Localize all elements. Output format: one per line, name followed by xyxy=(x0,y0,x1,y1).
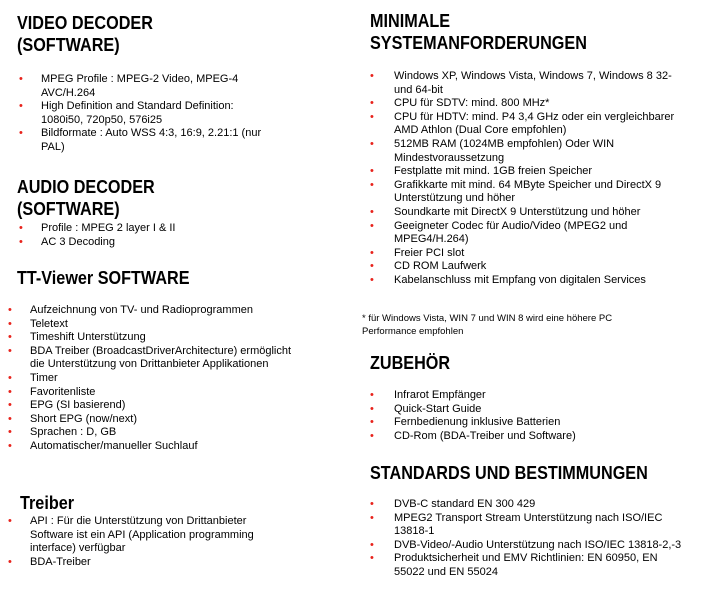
standards-list xyxy=(370,498,688,580)
list-item: • API : Für die Unterstützung von Drittanbieter Software ist ein API (Application programming interface) verfügbar xyxy=(6,515,290,556)
zubehoer-section xyxy=(370,352,688,443)
list-item: • 512MB RAM (1024MB empfohlen) Oder WIN Mindestvoraussetzung xyxy=(370,138,688,165)
audio-decoder-section xyxy=(17,176,267,249)
list-item: • Aufzeichnung von TV- und Radioprogrammen xyxy=(6,304,307,318)
treiber-list xyxy=(6,515,290,569)
list-item: • DVB-C standard EN 300 429 xyxy=(370,498,688,512)
list-item: • Fernbedienung inklusive Batterien xyxy=(370,416,688,430)
system-requirements-footnote: * für Windows Vista, WIN 7 und WIN 8 wird eine höhere PC Performance empfohlen xyxy=(362,313,613,337)
list-item: • CD-Rom (BDA-Treiber und Software) xyxy=(370,430,688,444)
video-decoder-title-line1: VIDEO DECODER xyxy=(17,13,153,33)
list-item: • CD ROM Laufwerk xyxy=(370,260,688,274)
audio-decoder-title-line1: AUDIO DECODER xyxy=(17,177,155,197)
list-item: • Freier PCI slot xyxy=(370,247,688,261)
list-item: • Festplatte mit mind. 1GB freien Speicher xyxy=(370,165,688,179)
system-requirements-title-line1: MINIMALE xyxy=(370,11,451,31)
list-item: • AC 3 Decoding xyxy=(17,236,267,250)
list-item: • Profile : MPEG 2 layer I & II xyxy=(17,222,267,236)
audio-decoder-list xyxy=(17,222,267,249)
zubehoer-list xyxy=(370,389,688,443)
list-item: • Short EPG (now/next) xyxy=(6,413,307,427)
list-item: • Quick-Start Guide xyxy=(370,403,688,417)
tt-viewer-section xyxy=(17,267,307,454)
list-item: • BDA Treiber (BroadcastDriverArchitecture) ermöglicht die Unterstützung von Drittanbieter Applikationen xyxy=(6,345,307,372)
list-item: • Sprachen : D, GB xyxy=(6,426,307,440)
list-item: • EPG (SI basierend) xyxy=(6,399,307,413)
tt-viewer-list xyxy=(6,304,307,454)
video-decoder-title xyxy=(17,12,242,56)
list-item: • DVB-Video/-Audio Unterstützung nach ISO/IEC 13818-2,-3 xyxy=(370,539,688,553)
list-item: • CPU für HDTV: mind. P4 3,4 GHz oder ein vergleichbarer AMD Athlon (Dual Core empfohlen) xyxy=(370,111,688,138)
list-item: • Automatischer/manueller Suchlauf xyxy=(6,440,307,454)
list-item: • MPEG2 Transport Stream Unterstützung nach ISO/IEC 13818-1 xyxy=(370,512,688,539)
list-item: • Infrarot Empfänger xyxy=(370,389,688,403)
list-item: • Kabelanschluss mit Empfang von digitalen Services xyxy=(370,274,688,288)
list-item: • Geeigneter Codec für Audio/Video (MPEG2 und MPEG4/H.264) xyxy=(370,220,688,247)
list-item: • CPU für SDTV: mind. 800 MHz* xyxy=(370,97,688,111)
list-item: • Grafikkarte mit mind. 64 MByte Speicher und DirectX 9 Unterstützung und höher xyxy=(370,179,688,206)
list-item: • Timer xyxy=(6,372,307,386)
standards-title: STANDARDS UND BESTIMMUNGEN xyxy=(370,463,648,483)
video-decoder-title-line2: (SOFTWARE) xyxy=(17,35,120,55)
system-requirements-title-line2: SYSTEMANFORDERUNGEN xyxy=(370,33,587,53)
list-item: • Produktsicherheit und EMV Richtlinien: EN 60950, EN 55022 und EN 55024 xyxy=(370,552,688,579)
list-item: • Windows XP, Windows Vista, Windows 7, Windows 8 32- und 64-bit xyxy=(370,70,688,97)
list-item: • MPEG Profile : MPEG-2 Video, MPEG-4 AVC/H.264 xyxy=(17,73,267,100)
system-requirements-list xyxy=(370,70,688,288)
system-requirements-title xyxy=(370,10,656,54)
system-requirements-section xyxy=(370,10,688,288)
audio-decoder-title-line2: (SOFTWARE) xyxy=(17,199,120,219)
treiber-title: Treiber xyxy=(20,493,75,513)
video-decoder-list xyxy=(17,73,267,155)
audio-decoder-title xyxy=(17,176,242,220)
list-item: • Teletext xyxy=(6,318,307,332)
list-item: • Soundkarte mit DirectX 9 Unterstützung und höher xyxy=(370,206,688,220)
list-item: • BDA-Treiber xyxy=(6,556,290,570)
tt-viewer-title: TT-Viewer SOFTWARE xyxy=(17,268,190,288)
list-item: • Favoritenliste xyxy=(6,386,307,400)
list-item: • High Definition and Standard Definition: 1080i50, 720p50, 576i25 xyxy=(17,100,267,127)
zubehoer-title: ZUBEHÖR xyxy=(370,353,451,373)
video-decoder-section xyxy=(17,12,267,155)
treiber-section xyxy=(20,492,290,569)
list-item: • Bildformate : Auto WSS 4:3, 16:9, 2.21:1 (nur PAL) xyxy=(17,127,267,154)
list-item: • Timeshift Unterstützung xyxy=(6,331,307,345)
standards-section xyxy=(370,462,688,580)
